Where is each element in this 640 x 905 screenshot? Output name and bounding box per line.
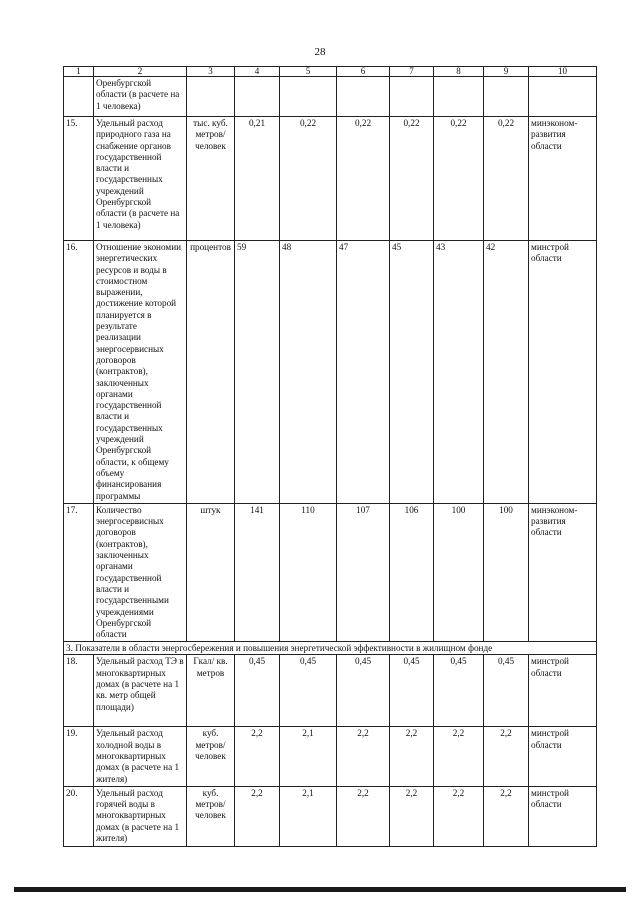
indicator-name: Оренбургской области (в расчете на 1 человека) — [94, 77, 187, 117]
value: 0,45 — [484, 655, 529, 727]
value: 2,1 — [280, 727, 337, 786]
value: 107 — [337, 503, 390, 642]
value: 2,1 — [280, 786, 337, 846]
value: 0,22 — [390, 117, 434, 241]
value: 0,22 — [434, 117, 484, 241]
value: 0,45 — [337, 655, 390, 727]
table-row — [64, 727, 597, 786]
value — [235, 77, 280, 117]
header-cell: 5 — [280, 67, 337, 77]
value — [484, 77, 529, 117]
indicator-name: Удельный расход горячей воды в многоквартирных домах (в расчете на 1 жителя) — [94, 786, 187, 846]
indicator-name: Количество энергосервисных договоров (контрактов), заключенных органами государственной власти и государственными учреждениями Оренбургской области — [94, 503, 187, 642]
value: 47 — [337, 241, 390, 504]
header-cell: 3 — [187, 67, 235, 77]
indicator-name: Удельный расход ТЭ в многоквартирных домах (в расчете на 1 кв. метр общей площади) — [94, 655, 187, 727]
header-cell: 9 — [484, 67, 529, 77]
table-row — [64, 655, 597, 727]
value: 0,45 — [235, 655, 280, 727]
value: 100 — [484, 503, 529, 642]
unit: процентов — [187, 241, 235, 504]
value: 2,2 — [484, 727, 529, 786]
value: 45 — [390, 241, 434, 504]
indicator-name: Удельный расход природного газа на снабжение органов государственной власти и государственных учреждений Оренбургской области (в расчете на 1 человека) — [94, 117, 187, 241]
value: 2,2 — [337, 727, 390, 786]
value: 2,2 — [235, 727, 280, 786]
header-cell: 2 — [94, 67, 187, 77]
page-number: 28 — [314, 46, 326, 58]
table-row — [64, 117, 597, 241]
value: 110 — [280, 503, 337, 642]
unit — [187, 77, 235, 117]
responsible: минэконом-развития области — [529, 117, 597, 241]
table-row — [64, 241, 597, 504]
value: 0,22 — [484, 117, 529, 241]
value: 2,2 — [337, 786, 390, 846]
row-number: 15. — [64, 117, 94, 241]
unit: куб. метров/ человек — [187, 727, 235, 786]
value: 0,45 — [280, 655, 337, 727]
responsible: минстрой области — [529, 727, 597, 786]
value: 2,2 — [434, 786, 484, 846]
row-number: 17. — [64, 503, 94, 642]
responsible — [529, 77, 597, 117]
value — [280, 77, 337, 117]
responsible: минэконом-развития области — [529, 503, 597, 642]
row-number: 20. — [64, 786, 94, 846]
section-title: 3. Показатели в области энергосбережения и повышения энергетической эффективности в жилищном фонде — [64, 642, 597, 655]
unit: тыс. куб. метров/ человек — [187, 117, 235, 241]
value: 0,22 — [280, 117, 337, 241]
unit: куб. метров/ человек — [187, 786, 235, 846]
value: 43 — [434, 241, 484, 504]
value — [434, 77, 484, 117]
responsible: минстрой области — [529, 241, 597, 504]
section-row — [64, 642, 597, 655]
row-number: 16. — [64, 241, 94, 504]
responsible: минстрой области — [529, 655, 597, 727]
value: 2,2 — [484, 786, 529, 846]
row-number: 18. — [64, 655, 94, 727]
value: 2,2 — [235, 786, 280, 846]
header-cell: 6 — [337, 67, 390, 77]
value: 42 — [484, 241, 529, 504]
value: 100 — [434, 503, 484, 642]
value — [337, 77, 390, 117]
table-row — [64, 503, 597, 642]
scan-edge-bar — [14, 887, 626, 892]
value: 2,2 — [434, 727, 484, 786]
header-cell: 1 — [64, 67, 94, 77]
row-number — [64, 77, 94, 117]
header-cell: 10 — [529, 67, 597, 77]
value: 2,2 — [390, 786, 434, 846]
header-cell: 7 — [390, 67, 434, 77]
unit: штук — [187, 503, 235, 642]
value: 141 — [235, 503, 280, 642]
value: 0,22 — [337, 117, 390, 241]
unit: Гкал/ кв. метров — [187, 655, 235, 727]
row-number: 19. — [64, 727, 94, 786]
header-row — [64, 67, 597, 77]
table-row — [64, 786, 597, 846]
value: 48 — [280, 241, 337, 504]
value: 59 — [235, 241, 280, 504]
value: 106 — [390, 503, 434, 642]
responsible: минстрой области — [529, 786, 597, 846]
indicator-name: Отношение экономии энергетических ресурсов и воды в стоимостном выражении, достижение которой планируется в результате реализации энергосервисных договоров (контрактов), заключенных органами государственной власти и государственных учреждений Оренбургской области, к общему объему финансирования программы — [94, 241, 187, 504]
value: 0,45 — [434, 655, 484, 727]
indicators-table — [63, 66, 597, 847]
header-cell: 4 — [235, 67, 280, 77]
value: 2,2 — [390, 727, 434, 786]
value: 0,21 — [235, 117, 280, 241]
value — [390, 77, 434, 117]
header-cell: 8 — [434, 67, 484, 77]
indicator-name: Удельный расход холодной воды в многоквартирных домах (в расчете на 1 жителя) — [94, 727, 187, 786]
table-row — [64, 77, 597, 117]
value: 0,45 — [390, 655, 434, 727]
